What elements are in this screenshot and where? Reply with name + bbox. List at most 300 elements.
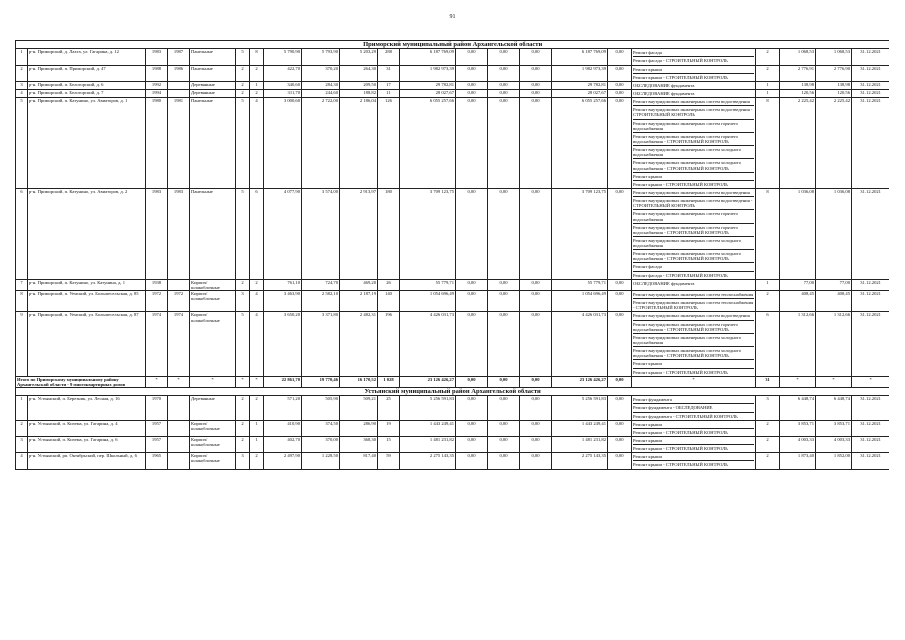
residential-area-cell: 368,30 [340,436,378,452]
total-area-cell: 761,10 [264,279,302,290]
other-sources-cell: 0,00 [608,81,632,89]
other-sources-cell: 0,00 [608,49,632,65]
unit-cost-cell: 6 448,74 [780,396,816,420]
local-budget-cell: 0,00 [520,453,552,469]
owners-funds-cell: 1 982 973,39 [552,65,608,81]
work-type-item: Ремонт крыши [633,66,754,74]
total-area-cell: 4 077,90 [264,188,302,279]
work-type-item: Ремонт внутридомовых инженерных систем холодного водоснабжения - СТРОИТЕЛЬНЫЙ КОНТРОЛЬ [633,159,754,172]
work-types-cell [632,188,756,279]
local-budget-cell: 0,00 [520,279,552,290]
regional-budget-cell: 0,00 [488,279,520,290]
deadline-cell: 31.12.2021 [852,312,890,376]
work-types-cell [632,98,756,189]
max-unit-cost-cell: 77,00 [816,279,852,290]
work-type-item: Ремонт крыши [633,173,754,181]
work-type-item: Ремонт внутридомовых инженерных систем теплоснабжения [633,291,754,299]
entrances-cell: 2 [250,89,264,97]
other-sources-cell: 0,00 [608,420,632,436]
owners-funds-cell: 55 779,71 [552,279,608,290]
table-row [16,396,890,420]
address-cell: р-н. Приморский, д. Лахта, ул. Гагарина, д. 12 [28,49,146,65]
residential-area-cell: 2 186,04 [340,98,378,189]
work-type-item: Ремонт внутридомовых инженерных систем горячего водоснабжения [633,120,754,133]
work-count-cell: 2 [756,420,780,436]
total-area-cell: 3 463,90 [264,291,302,312]
address-cell: р-н. Приморский, п. Приморский, д. 47 [28,65,146,81]
unit-cost-cell: 1 873,40 [780,453,816,469]
table-row [16,65,890,81]
regional-budget-cell: 0,00 [488,453,520,469]
fund-cost-cell: 0,00 [456,49,488,65]
build-year-cell: 1980 [146,98,168,189]
repair-cost-total-cell: 1 443 249,41 [400,420,456,436]
commission-year-cell: 1981 [168,98,190,189]
row-number: 4 [16,453,28,469]
deadline-cell: 31.12.2021 [852,98,890,189]
owners-funds-cell: 1 443 249,41 [552,420,608,436]
district-title: Устьянский муниципальный район Архангельской области [16,388,890,396]
other-sources-cell: 0,00 [608,89,632,97]
work-type-item: Ремонт крыши - СТРОИТЕЛЬНЫЙ КОНТРОЛЬ [633,369,728,375]
entrances-cell: 8 [250,49,264,65]
work-type-item: Ремонт фундамента - СТРОИТЕЛЬНЫЙ КОНТРОЛЬ [633,413,738,419]
table-row [16,49,890,65]
residents-cell: 140 [378,291,400,312]
work-types-cell [632,436,756,452]
table-row [16,453,890,469]
work-count-cell: 2 [756,49,780,65]
wall-material-cell: Кирпич/шлакоблочные [190,420,236,436]
floors-cell: 2 [236,89,250,97]
table-row [16,98,890,189]
deadline-cell: 31.12.2021 [852,81,890,89]
entrances-cell: 2 [250,279,264,290]
total-area-cell: 410,90 [264,420,302,436]
owners-funds-cell: 2 275 143,35 [552,453,608,469]
row-number: 6 [16,188,28,279]
row-number: 3 [16,436,28,452]
fund-cost-cell: 0,00 [456,420,488,436]
entrances-cell: 4 [250,291,264,312]
residents-cell: 26 [378,279,400,290]
residential-area-cell: 509,21 [340,396,378,420]
address-cell: р-н. Приморский, п. Белогорский, д. 6 [28,81,146,89]
other-sources-cell: 0,00 [608,396,632,420]
local-budget-cell: 0,00 [520,49,552,65]
commission-year-cell [168,81,190,89]
residential-area-cell: 5 203,29 [340,49,378,65]
premises-area-cell: 3 371,80 [302,312,340,376]
repair-cost-total-cell: 28 027,67 [400,89,456,97]
work-count-sum: 31 [756,376,780,387]
residents-cell: 19 [378,420,400,436]
deadline-cell: 31.12.2021 [852,89,890,97]
residents-cell: 11 [378,89,400,97]
max-unit-cost-cell: 1 036,08 [816,188,852,279]
build-year-cell: 1972 [146,291,168,312]
build-year-cell: 1965 [146,453,168,469]
repair-cost-total-cell: 4 426 031,73 [400,312,456,376]
address-cell: р-н. Приморский, п. Уемский, ул. Большесельская, д. 87 [28,312,146,376]
premises-area-cell: 505,90 [302,396,340,420]
wall-material-cell: Панельные [190,188,236,279]
owners-funds-cell: 5 256 591,83 [552,396,608,420]
row-number: 7 [16,279,28,290]
fund-cost-cell: 0,00 [456,291,488,312]
housing-register-table [15,40,889,470]
regional-budget-cell: 0,00 [488,65,520,81]
deadline-cell: 31.12.2021 [852,65,890,81]
floors-cell: 2 [236,396,250,420]
work-type-item: Ремонт внутридомовых инженерных систем водоотведения [633,189,754,197]
unit-cost-cell: 1 312,66 [780,312,816,376]
commission-year-cell [168,89,190,97]
table-row [16,188,890,279]
premises-area-sum: 19 770,46 [302,376,340,387]
floors-cell: 5 [236,98,250,189]
residential-area-cell: 2 913,97 [340,188,378,279]
build-year-cell: 1970 [146,396,168,420]
total-area-cell: 402,70 [264,436,302,452]
unit-cost-cell: 138,98 [780,81,816,89]
unit-cost-cell: 2 225,42 [780,98,816,189]
work-type-item: Ремонт внутридомовых инженерных систем горячего водоснабжения [633,210,754,223]
repair-cost-total-cell: 3 709 123,75 [400,188,456,279]
regional-budget-cell: 0,00 [488,312,520,376]
work-type-item: Ремонт крыши [633,453,754,461]
total-star-cell: * [146,376,168,387]
work-type-item: Ремонт фасада [633,263,754,271]
unit-cost-cell: 77,00 [780,279,816,290]
regional-budget-cell: 0,00 [488,420,520,436]
work-type-item: Ремонт внутридомовых инженерных систем холодного водоснабжения [633,237,754,250]
floors-cell: 2 [236,420,250,436]
table-row [16,291,890,312]
floors-cell: 3 [236,291,250,312]
premises-area-cell: 244,60 [302,89,340,97]
other-sources-cell: 0,00 [608,279,632,290]
fund-cost-cell: 0,00 [456,65,488,81]
residents-sum: 1 028 [378,376,400,387]
residential-area-cell: 817,40 [340,453,378,469]
work-type-item: Ремонт крыши - СТРОИТЕЛЬНЫЙ КОНТРОЛЬ [633,74,728,80]
work-type-item: Ремонт внутридомовых инженерных систем горячего водоснабжения - СТРОИТЕЛЬНЫЙ КОНТРОЛЬ [633,133,754,146]
build-year-cell: 1994 [146,89,168,97]
address-cell: р-н. Приморский, п. Катунино, ул. Катунина, д. 1 [28,279,146,290]
max-unit-cost-star: * [816,376,852,387]
owners-funds-sum: 23 126 426,27 [552,376,608,387]
commission-year-cell: 1974 [168,312,190,376]
build-year-cell: 1957 [146,420,168,436]
work-type-item: ОБСЛЕДОВАНИЕ фундамента [633,90,695,96]
owners-funds-cell: 6 187 769,09 [552,49,608,65]
owners-funds-cell: 1 481 231,82 [552,436,608,452]
max-unit-cost-cell: 138,98 [816,81,852,89]
unit-cost-cell: 4 003,33 [780,436,816,452]
unit-cost-star: * [780,376,816,387]
entrances-cell: 1 [250,436,264,452]
work-type-item: Ремонт фасада [633,49,754,57]
repair-cost-total-cell: 2 275 143,35 [400,453,456,469]
deadline-cell: 31.12.2021 [852,396,890,420]
row-number: 8 [16,291,28,312]
residents-cell: 25 [378,396,400,420]
district-total-row [16,376,890,387]
deadline-star: * [852,376,890,387]
max-unit-cost-cell: 4 003,33 [816,436,852,452]
residential-area-cell: 209,50 [340,81,378,89]
district-header-row [16,41,890,49]
fund-cost-cell: 0,00 [456,436,488,452]
local-budget-cell: 0,00 [520,420,552,436]
max-unit-cost-cell: 120,56 [816,89,852,97]
table-row [16,89,890,97]
repair-cost-total-cell: 1 481 231,82 [400,436,456,452]
owners-funds-cell: 28 027,67 [552,89,608,97]
premises-area-cell: 370,00 [302,436,340,452]
work-type-item: Ремонт фундамента - ОБСЛЕДОВАНИЕ [633,404,754,412]
total-area-sum: 22 861,70 [264,376,302,387]
local-budget-sum: 0,00 [520,376,552,387]
owners-funds-cell: 6 055 257,66 [552,98,608,189]
entrances-cell: 2 [250,453,264,469]
address-cell: р-н. Устьянский, п. Березник, ул. Лесная, д. 16 [28,396,146,420]
owners-funds-cell: 3 709 123,75 [552,188,608,279]
build-year-cell: 1988 [146,65,168,81]
entrances-cell: 4 [250,312,264,376]
row-number: 4 [16,89,28,97]
fund-cost-cell: 0,00 [456,396,488,420]
entrances-cell: 6 [250,188,264,279]
regional-budget-sum: 0,00 [488,376,520,387]
address-cell: р-н. Устьянский, п. Кизема, ул. Гагарина, д. 6 [28,436,146,452]
work-type-item: Ремонт внутридомовых инженерных систем холодного водоснабжения [633,334,754,347]
repair-cost-sum: 23 126 426,27 [400,376,456,387]
local-budget-cell: 0,00 [520,312,552,376]
repair-cost-total-cell: 1 982 973,39 [400,65,456,81]
row-number: 2 [16,65,28,81]
regional-budget-cell: 0,00 [488,89,520,97]
deadline-cell: 31.12.2021 [852,279,890,290]
local-budget-cell: 0,00 [520,81,552,89]
wall-material-cell: Кирпич/шлакоблочные [190,453,236,469]
floors-cell: 2 [236,81,250,89]
other-sources-cell: 0,00 [608,291,632,312]
fund-cost-sum: 0,00 [456,376,488,387]
premises-area-cell: 5 793,90 [302,49,340,65]
residential-area-cell: 286,90 [340,420,378,436]
unit-cost-cell: 408,45 [780,291,816,312]
work-type-item: Ремонт крыши [633,421,754,429]
table-row [16,436,890,452]
total-area-cell: 5 790,90 [264,49,302,65]
total-star-cell: * [190,376,236,387]
residents-cell: 196 [378,312,400,376]
work-count-cell: 2 [756,436,780,452]
max-unit-cost-cell: 1 312,66 [816,312,852,376]
row-number: 3 [16,81,28,89]
work-count-cell: 1 [756,89,780,97]
build-year-cell: 1983 [146,49,168,65]
work-type-item: Ремонт фундамента [633,396,754,404]
work-type-item: Ремонт крыши - СТРОИТЕЛЬНЫЙ КОНТРОЛЬ [633,446,728,452]
deadline-cell: 31.12.2021 [852,436,890,452]
repair-cost-total-cell: 1 054 696,49 [400,291,456,312]
repair-cost-total-cell: 29 782,81 [400,81,456,89]
deadline-cell: 31.12.2021 [852,291,890,312]
total-area-cell: 571,20 [264,396,302,420]
address-cell: р-н. Устьянский, п. Кизема, ул. Гагарина, д. 4 [28,420,146,436]
fund-cost-cell: 0,00 [456,188,488,279]
row-number: 5 [16,98,28,189]
work-count-cell: 1 [756,81,780,89]
floors-cell: 2 [236,65,250,81]
total-area-cell: 311,70 [264,89,302,97]
row-number: 2 [16,420,28,436]
work-type-item: Ремонт внутридомовых инженерных систем водоотведения [633,98,754,106]
premises-area-cell: 3 574,00 [302,188,340,279]
fund-cost-cell: 0,00 [456,453,488,469]
work-count-cell: 2 [756,453,780,469]
total-star-cell: * [168,376,190,387]
wall-material-cell: Деревянные [190,396,236,420]
total-area-cell: 3 000,60 [264,98,302,189]
wall-material-cell: Кирпич/шлакоблочные [190,312,236,376]
residents-cell: 59 [378,453,400,469]
premises-area-cell: 370,20 [302,65,340,81]
commission-year-cell: 1987 [168,49,190,65]
residents-cell: 31 [378,65,400,81]
residents-cell: 180 [378,188,400,279]
other-sources-cell: 0,00 [608,98,632,189]
premises-area-cell: 284,30 [302,81,340,89]
unit-cost-cell: 1 068,53 [780,49,816,65]
entrances-cell: 2 [250,65,264,81]
work-type-item: ОБСЛЕДОВАНИЕ фундамента [633,280,695,286]
commission-year-cell [168,420,190,436]
work-type-item: Ремонт крыши [633,437,754,445]
regional-budget-cell: 0,00 [488,49,520,65]
max-unit-cost-cell: 6 448,74 [816,396,852,420]
row-number: 1 [16,396,28,420]
total-label: Итого по Приморскому муниципальному району Архангельской области - 9 многоквартирных домов [16,376,146,387]
work-types-cell [632,89,756,97]
work-type-item: Ремонт внутридомовых инженерных систем водоотведения - СТРОИТЕЛЬНЫЙ КОНТРОЛЬ [633,106,754,119]
work-type-item: Ремонт внутридомовых инженерных систем горячего водоснабжения - СТРОИТЕЛЬНЫЙ КОНТРОЛЬ [633,321,754,334]
work-type-item: Ремонт внутридомовых инженерных систем теплоснабжения - СТРОИТЕЛЬНЫЙ КОНТРОЛЬ [633,300,754,311]
work-types-cell [632,312,756,376]
repair-cost-total-cell: 6 187 769,09 [400,49,456,65]
regional-budget-cell: 0,00 [488,291,520,312]
commission-year-cell: 1986 [168,65,190,81]
premises-area-cell: 724,70 [302,279,340,290]
other-sources-cell: 0,00 [608,312,632,376]
deadline-cell: 31.12.2021 [852,49,890,65]
build-year-cell: 1974 [146,312,168,376]
table-row [16,312,890,376]
total-star-cell: * [250,376,264,387]
address-cell: р-н. Приморский, п. Уемский, ул. Большесельская, д. 85 [28,291,146,312]
residential-area-cell: 264,30 [340,65,378,81]
fund-cost-cell: 0,00 [456,279,488,290]
wall-material-cell: Деревянные [190,81,236,89]
wall-material-cell: Деревянные [190,89,236,97]
work-type-item: Ремонт фасада - СТРОИТЕЛЬНЫЙ КОНТРОЛЬ [633,58,728,64]
repair-cost-total-cell: 55 779,71 [400,279,456,290]
local-budget-cell: 0,00 [520,291,552,312]
wall-material-cell: Панельные [190,49,236,65]
work-count-cell: 8 [756,188,780,279]
work-types-cell [632,279,756,290]
work-count-cell: 6 [756,312,780,376]
wall-material-cell: Кирпич/шлакоблочные [190,279,236,290]
commission-year-cell [168,436,190,452]
floors-cell: 3 [236,453,250,469]
wall-material-cell: Панельные [190,98,236,189]
commission-year-cell: 1972 [168,291,190,312]
row-number: 1 [16,49,28,65]
entrances-cell: 2 [250,396,264,420]
work-types-cell [632,291,756,312]
unit-cost-cell: 3 853,71 [780,420,816,436]
residents-cell: 288 [378,49,400,65]
work-type-item: Ремонт внутридомовых инженерных систем водоотведения [633,312,754,320]
local-budget-cell: 0,00 [520,89,552,97]
address-cell: р-н. Приморский, п. Катунино, ул. Авиаторов, д. 1 [28,98,146,189]
floors-cell: 5 [236,312,250,376]
work-type-item: ОБСЛЕДОВАНИЕ фундамента [633,82,695,88]
work-type-item: Ремонт крыши - СТРОИТЕЛЬНЫЙ КОНТРОЛЬ [633,181,728,187]
regional-budget-cell: 0,00 [488,188,520,279]
regional-budget-cell: 0,00 [488,436,520,452]
residential-area-cell: 2 482,31 [340,312,378,376]
register-sheet [15,40,889,633]
max-unit-cost-cell: 2 225,42 [816,98,852,189]
wall-material-cell: Кирпич/шлакоблочные [190,291,236,312]
work-type-item: Ремонт внутридомовых инженерных систем горячего водоснабжения - СТРОИТЕЛЬНЫЙ КОНТРОЛЬ [633,224,754,237]
regional-budget-cell: 0,00 [488,396,520,420]
table-row [16,81,890,89]
wall-material-cell: Кирпич/шлакоблочные [190,436,236,452]
max-unit-cost-cell: 1 068,53 [816,49,852,65]
other-sources-sum: 0,00 [608,376,632,387]
work-type-item: Ремонт внутридомовых инженерных систем холодного водоснабжения [633,146,754,159]
residents-cell: 126 [378,98,400,189]
total-area-cell: 340,60 [264,81,302,89]
build-year-cell: 1938 [146,279,168,290]
residential-area-cell: 469,20 [340,279,378,290]
commission-year-cell: 1983 [168,188,190,279]
total-star-cell: * [236,376,250,387]
total-area-cell: 3 650,20 [264,312,302,376]
address-cell: р-н. Приморский, п. Белогорский, д. 7 [28,89,146,97]
other-sources-cell: 0,00 [608,436,632,452]
other-sources-cell: 0,00 [608,65,632,81]
work-type-item: Ремонт крыши - СТРОИТЕЛЬНЫЙ КОНТРОЛЬ [633,462,728,468]
district-title: Приморский муниципальный район Архангельской области [16,41,890,49]
work-count-cell: 2 [756,291,780,312]
deadline-cell: 31.12.2021 [852,188,890,279]
work-count-cell: 8 [756,98,780,189]
entrances-cell: 1 [250,420,264,436]
work-type-item: Ремонт крыши [633,360,754,368]
work-type-item: Ремонт внутридомовых инженерных систем холодного водоснабжения - СТРОИТЕЛЬНЫЙ КОНТРОЛЬ [633,250,754,263]
regional-budget-cell: 0,00 [488,81,520,89]
owners-funds-cell: 29 782,81 [552,81,608,89]
work-types-cell [632,396,756,420]
residential-area-cell: 188,82 [340,89,378,97]
